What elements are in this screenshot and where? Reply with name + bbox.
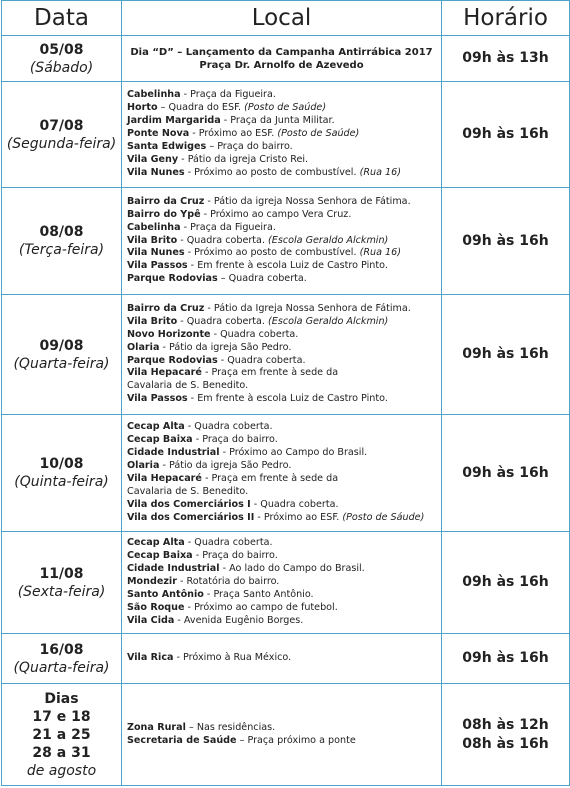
location-entry (127, 434, 439, 447)
location-name: Cabelinha (127, 89, 181, 101)
location-description: Próximo ao posto de combustível. (194, 247, 360, 259)
location-name: Cidade Industrial (127, 447, 220, 459)
hours-cell (442, 532, 570, 634)
location-description: Próximo ao campo de futebol. (194, 601, 338, 613)
location-separator: - (192, 550, 203, 562)
local-cell (122, 82, 442, 188)
location-name: Zona Rural (127, 721, 186, 733)
location-description: Quadra coberta. (194, 537, 273, 549)
weekday: (Quinta-feira) (14, 474, 109, 490)
location-name: Vila Brito (127, 234, 178, 246)
location-entry (127, 316, 439, 329)
location-name: Cecap Baixa (127, 434, 193, 446)
location-separator: - (178, 153, 188, 165)
date-value: 05/08 (39, 41, 84, 58)
location-name: Parque Rodovias (127, 273, 218, 285)
location-separator: - (184, 421, 195, 433)
weekday: (Quarta-feira) (13, 659, 110, 676)
location-entry (127, 486, 439, 499)
location-separator: - (219, 563, 230, 575)
location-name: Vila Passos (127, 260, 188, 272)
location-separator: - (177, 315, 187, 327)
weekday: (Sexta-feira) (17, 583, 106, 600)
schedule-body (2, 36, 570, 786)
hours-value: 08h às 12h (462, 716, 549, 733)
location-entry (127, 367, 439, 380)
date-cell (2, 295, 122, 415)
location-description: Praça em frente à sede da (211, 473, 339, 484)
location-description: Rotatória do bairro. (186, 576, 280, 588)
location-separator: - (187, 393, 198, 405)
location-separator: - (180, 221, 191, 233)
date-cell (2, 188, 122, 295)
date-value: 16/08 (39, 641, 84, 658)
location-name: Ponte Nova (127, 128, 190, 140)
location-entry (127, 260, 439, 273)
location-name: Secretaria de Saúde (127, 734, 237, 746)
location-separator: - (192, 434, 203, 446)
hours-cell (442, 634, 570, 684)
location-separator: - (159, 341, 169, 353)
location-description: Próximo ao ESF. (198, 128, 278, 140)
location-entry (127, 102, 439, 115)
location-entry (127, 447, 439, 460)
location-name: São Roque (127, 601, 185, 613)
location-entry (127, 273, 439, 286)
location-entry (127, 563, 439, 576)
date-value: 11/08 (39, 565, 84, 582)
location-description: Quadra coberta. (186, 234, 269, 246)
location-entry (127, 473, 439, 486)
hours-cell (442, 36, 570, 82)
date-line: 21 a 25 (32, 726, 91, 743)
local-cell (122, 415, 442, 532)
location-separator: - (204, 195, 214, 207)
location-name: Bairro da Cruz (127, 195, 205, 207)
location-description: Praça próximo a ponte (247, 734, 356, 746)
location-name: Cecap Alta (127, 421, 185, 433)
location-name: Vila Nunes (127, 166, 185, 178)
location-separator: - (177, 234, 187, 246)
hours-cell (442, 684, 570, 786)
location-entry (127, 342, 439, 355)
location-note: (Rua 16) (359, 247, 401, 259)
location-entry (127, 499, 439, 512)
location-entry (127, 128, 439, 141)
location-description: Próximo à Rua México. (183, 652, 292, 664)
location-name: Santo Antônio (127, 588, 204, 600)
location-description: Em frente à escola Luiz de Castro Pinto. (197, 260, 388, 272)
location-note: (Posto de Saúde) (244, 102, 327, 114)
date-cell (2, 532, 122, 634)
location-description: Próximo ao posto de combustível. (194, 166, 360, 178)
location-separator: - (184, 247, 195, 259)
location-separator: - (184, 166, 195, 178)
local-cell (122, 188, 442, 295)
local-cell (122, 634, 442, 684)
hours-value: 09h às 16h (462, 232, 549, 249)
location-separator: - (184, 537, 195, 549)
location-description: Quadra coberta. (260, 498, 339, 510)
hours-cell (442, 82, 570, 188)
location-separator: - (173, 652, 184, 664)
location-separator: – (185, 721, 197, 733)
location-entry (127, 589, 439, 602)
location-separator: - (217, 354, 228, 366)
location-note: (Posto de Sáude) (342, 511, 425, 523)
location-note: (Posto de Saúde) (277, 128, 360, 140)
date-line: 17 e 18 (32, 708, 91, 725)
location-name: Vila Nunes (127, 247, 185, 259)
header-row (2, 1, 570, 36)
location-name: Cabelinha (127, 221, 181, 233)
location-entry (127, 167, 439, 180)
location-separator: - (159, 460, 169, 472)
location-name: Parque Rodovias (127, 354, 218, 366)
location-entry (127, 380, 439, 393)
hours-value: 09h às 16h (462, 650, 549, 666)
location-entry (127, 735, 439, 748)
location-description: Praça do bairro. (217, 140, 293, 152)
location-separator: - (203, 588, 214, 600)
location-description: Praça da Figueira. (190, 221, 276, 233)
location-entry (127, 196, 439, 209)
date-line: Dias (44, 690, 79, 707)
weekday: de agosto (26, 762, 97, 779)
location-name: Vila dos Comerciários II (127, 511, 255, 523)
location-note: (Escola Geraldo Alckmin) (268, 315, 389, 327)
location-entry (127, 576, 439, 589)
location-description: Quadra coberta. (228, 273, 307, 285)
hours-cell (442, 415, 570, 532)
location-description: Praça Santo Antônio. (213, 588, 314, 600)
location-description: Ao lado do Campo do Brasil. (229, 563, 365, 575)
hours-cell (442, 295, 570, 415)
location-name: Vila Hepacaré (127, 367, 202, 379)
location-description: Cavalaria de S. Benedito. (127, 485, 249, 497)
date-value: 09/08 (39, 337, 84, 354)
hours-cell (442, 188, 570, 295)
location-name: Santa Edwiges (127, 140, 207, 152)
header-horario: Horário (442, 1, 570, 36)
location-separator: - (174, 614, 184, 626)
location-name: Vila Cida (127, 614, 175, 626)
location-entry (127, 550, 439, 563)
location-entry (127, 141, 439, 154)
weekday: (Sábado) (29, 59, 94, 76)
header-data: Data (2, 1, 122, 36)
location-separator: - (210, 328, 221, 340)
location-entry (127, 355, 439, 368)
date-cell (2, 634, 122, 684)
location-entry (127, 209, 439, 222)
location-entry (127, 512, 439, 525)
weekday: (Segunda-feira) (6, 135, 117, 152)
location-name: Cecap Baixa (127, 550, 193, 562)
schedule-table (1, 0, 570, 786)
location-description: Cavalaria de S. Benedito. (127, 380, 249, 392)
location-entry (127, 537, 439, 550)
hours-value: 09h às 16h (462, 126, 549, 142)
location-separator: – (217, 273, 229, 285)
local-cell (122, 36, 442, 82)
date-cell (2, 82, 122, 188)
location-description: Pátio da igreja Nossa Senhora de Fátima. (213, 195, 411, 207)
location-separator: - (201, 473, 212, 484)
location-description: Pátio da igreja São Pedro. (168, 341, 292, 353)
location-name: Olaria (127, 341, 160, 353)
schedule-row (2, 188, 570, 295)
event-title-line: Praça Dr. Arnolfo de Azevedo (199, 59, 364, 71)
schedule-row (2, 36, 570, 82)
location-separator: - (180, 89, 191, 101)
location-entry (127, 722, 439, 735)
location-separator: - (201, 367, 212, 379)
schedule-row (2, 532, 570, 634)
location-description: Praça do bairro. (202, 550, 278, 562)
location-entry (127, 602, 439, 615)
schedule-row (2, 415, 570, 532)
header-local: Local (122, 1, 442, 36)
location-description: Em frente à escola Luiz de Castro Pinto. (197, 393, 388, 405)
date-line: 28 a 31 (32, 744, 91, 761)
location-entry (127, 652, 439, 665)
location-description: Pátio da Igreja Nossa Senhora de Fátima. (213, 302, 411, 314)
location-separator: - (204, 302, 214, 314)
location-description: Praça do bairro. (202, 434, 278, 446)
location-name: Mondezir (127, 576, 177, 588)
location-separator: - (220, 115, 231, 127)
location-note: (Rua 16) (359, 166, 401, 178)
location-description: Próximo ao campo Vera Cruz. (210, 208, 352, 220)
local-cell (122, 684, 442, 786)
location-entry (127, 615, 439, 628)
location-separator: – (236, 734, 248, 746)
location-name: Jardim Margarida (127, 115, 221, 127)
local-cell (122, 532, 442, 634)
location-name: Olaria (127, 460, 160, 472)
location-name: Vila Hepacaré (127, 473, 202, 484)
location-entry (127, 222, 439, 235)
location-description: Quadra coberta. (186, 315, 269, 327)
location-description: Quadra coberta. (227, 354, 306, 366)
location-description: Praça em frente à sede da (211, 367, 339, 379)
schedule-row (2, 82, 570, 188)
location-entry (127, 115, 439, 128)
location-separator: – (206, 140, 218, 152)
location-separator: - (254, 511, 264, 523)
location-name: Cidade Industrial (127, 563, 220, 575)
location-entry (127, 329, 439, 342)
location-name: Novo Horizonte (127, 328, 211, 340)
location-name: Vila dos Comerciários I (127, 498, 251, 510)
weekday: (Quarta-feira) (13, 355, 110, 372)
date-cell (2, 684, 122, 786)
location-description: Avenida Eugênio Borges. (183, 614, 304, 626)
date-value: 07/08 (39, 117, 84, 134)
location-description: Quadra coberta. (194, 421, 273, 433)
location-name: Vila Brito (127, 315, 178, 327)
location-description: Pátio da igreja São Pedro. (168, 460, 292, 472)
hours-value: 09h às 16h (462, 464, 549, 481)
location-entry (127, 303, 439, 316)
location-description: Quadra do ESF. (168, 102, 245, 114)
location-description: Nas residências. (196, 721, 276, 733)
location-entry (127, 460, 439, 473)
location-entry (127, 235, 439, 248)
location-description: Próximo ao Campo do Brasil. (229, 447, 368, 459)
location-separator: - (187, 260, 198, 272)
weekday: (Terça-feira) (18, 242, 105, 258)
hours-value: 09h às 16h (462, 346, 549, 362)
date-value: 10/08 (39, 456, 84, 472)
location-name: Vila Geny (127, 153, 179, 165)
location-separator: - (200, 208, 211, 220)
location-description: Quadra coberta. (220, 328, 299, 340)
event-title-line: Dia “D” – Lançamento da Campanha Antirrábica 2017 (130, 46, 433, 58)
date-value: 08/08 (39, 224, 84, 240)
location-separator: – (157, 102, 169, 114)
hours-value: 09h às 16h (462, 574, 549, 590)
hours-value: 09h às 13h (462, 50, 549, 66)
schedule-row (2, 295, 570, 415)
location-name: Cecap Alta (127, 537, 185, 549)
location-name: Bairro do Ypê (127, 208, 201, 220)
location-entry (127, 421, 439, 434)
date-cell (2, 415, 122, 532)
location-separator: - (250, 498, 261, 510)
schedule-row (2, 634, 570, 684)
location-name: Bairro da Cruz (127, 302, 205, 314)
location-name: Vila Passos (127, 393, 188, 405)
location-name: Vila Rica (127, 652, 174, 664)
location-entry (127, 89, 439, 102)
schedule-row (2, 684, 570, 786)
location-entry (127, 393, 439, 406)
location-separator: - (184, 601, 195, 613)
location-description: Próximo ao ESF. (263, 511, 343, 523)
location-separator: - (176, 576, 187, 588)
location-separator: - (219, 447, 230, 459)
location-separator: - (189, 128, 199, 140)
location-description: Praça da Junta Militar. (230, 115, 335, 127)
local-cell (122, 295, 442, 415)
date-cell (2, 36, 122, 82)
location-description: Praça da Figueira. (190, 89, 276, 101)
location-entry (127, 154, 439, 167)
location-note: (Escola Geraldo Alckmin) (268, 234, 389, 246)
location-description: Pátio da igreja Cristo Rei. (187, 153, 309, 165)
location-entry (127, 247, 439, 260)
location-name: Horto (127, 102, 158, 114)
hours-value: 08h às 16h (462, 735, 549, 752)
